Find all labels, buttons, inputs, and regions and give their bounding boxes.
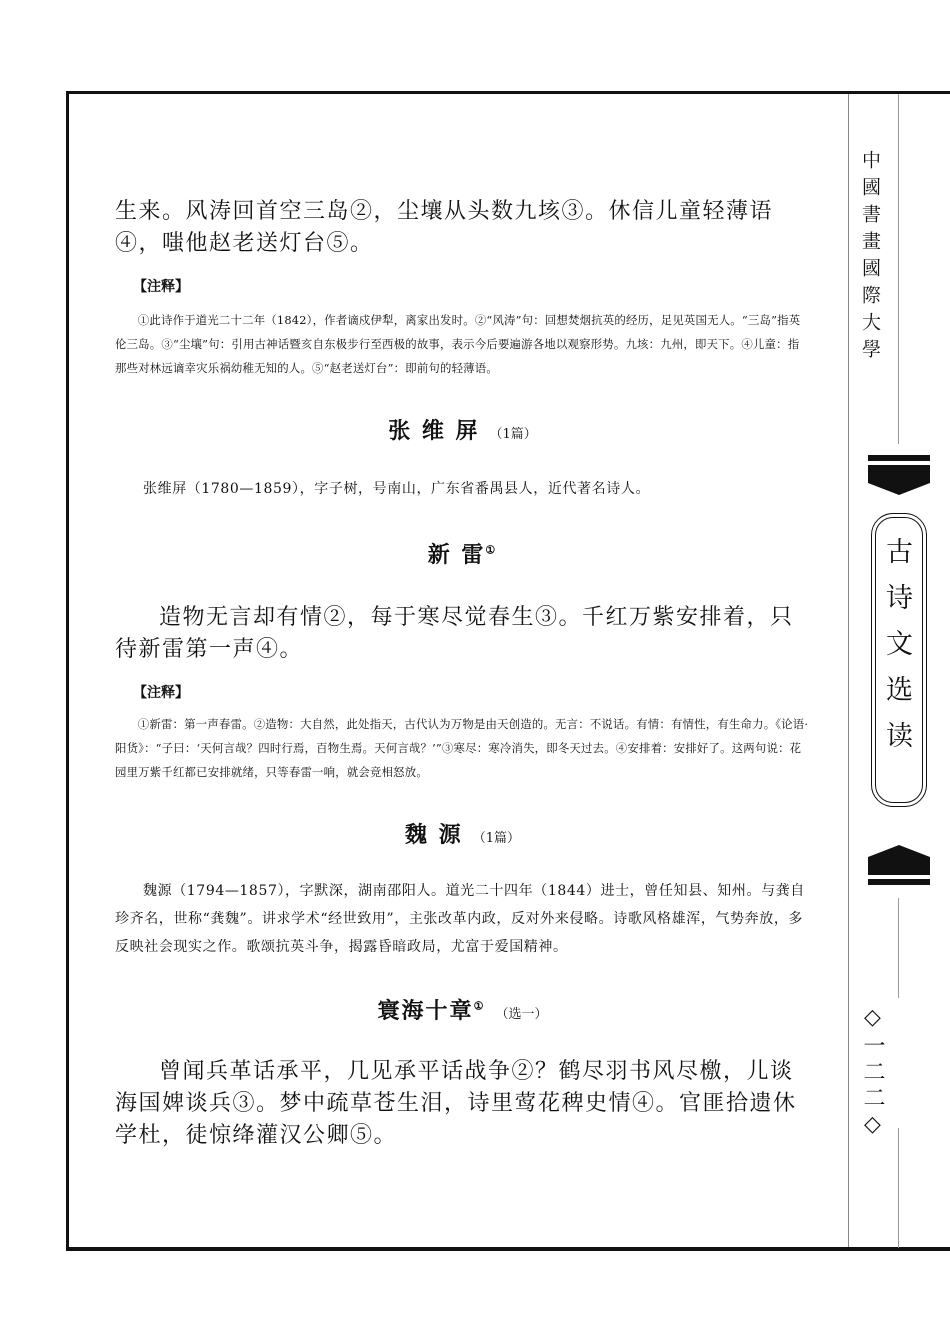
frame-right-border xyxy=(848,94,849,1248)
author-name: 张 维 屏 xyxy=(388,418,480,444)
label-bar-bottom xyxy=(868,879,930,885)
label-cap-top xyxy=(868,465,930,495)
work-count: （1篇） xyxy=(489,427,537,442)
author-name: 魏 源 xyxy=(405,822,463,848)
book-title-label xyxy=(868,455,930,885)
notes-heading: 【注释】 xyxy=(133,685,189,701)
notes-block: ①新雷：第一声春雷。②造物：大自然，此处指天，古代认为万物是由天创造的。无言：不说话。有情：有情性，有生命力。《论语·阳货》：“子曰：‘天何言哉？四时行焉，百物生焉。天何言哉？’”③寒尽：寒冷消失，即冬天过去。④安排着：安排好了。这两句说：花园里万紫千红都已安排就绪，只等春雷一响，就会竞相怒放。 xyxy=(115,717,809,779)
frame-top-border xyxy=(66,91,950,94)
poem-huanhai: 曾闻兵革话承平，几见承平话战争②？鹤尽羽书风尽檄，儿谈海国婢谈兵③。梦中疏草苍生泪，诗里莺花稗史情④。官匪拾遗休学杜，徒惊绛灌汉公卿⑤。 xyxy=(115,1059,797,1148)
footnote-marker: ① xyxy=(485,543,498,557)
footnote-marker: ① xyxy=(473,999,486,1013)
author-bio-zhang: 张维屏（1780—1859），字子树，号南山，广东省番禺县人，近代著名诗人。 xyxy=(143,481,651,497)
poem-title-xinlei xyxy=(115,538,810,569)
page-number: ◇一二二◇ xyxy=(860,1005,885,1141)
poem-subtitle: （选一） xyxy=(495,1007,548,1022)
notes-block: ①此诗作于道光二十二年（1842），作者谪戍伊犁，离家出发时。②“风涛”句：回想焚烟抗英的经历，足见英国无人。“三岛”指英伦三岛。③“尘壤”句：引用古神话暨亥自东极步行至西极的故事，表示今后要遍游各地以观察形势。九垓：九州，即天下。④儿童：指那些对林远谪幸灾乐祸幼稚无知的人。⑤“赵老送灯台”：即前句的轻薄语。 xyxy=(115,313,801,375)
author-heading-zhang xyxy=(115,414,810,445)
poem-continuation: 生来。风涛回首空三岛②，尘壤从头数九垓③。休信儿童轻薄语④，嗤他赵老送灯台⑤。 xyxy=(115,199,774,256)
publisher-name: 中國書畫國際大學 xyxy=(859,150,881,366)
notes-heading: 【注释】 xyxy=(133,279,189,295)
sidebar-divider xyxy=(898,1128,899,1248)
poem-xinlei: 造物无言却有情②，每于寒尽觉春生③。千红万紫安排着，只待新雷第一声④。 xyxy=(115,605,794,662)
sidebar-divider xyxy=(898,898,899,998)
book-title: 古诗文选读 xyxy=(881,537,912,767)
sidebar-divider xyxy=(898,94,899,444)
label-bar-top xyxy=(868,455,930,461)
poem-title: 新 雷 xyxy=(427,542,486,568)
poem-title: 寰海十章 xyxy=(377,998,474,1024)
frame-bottom-border xyxy=(66,1247,950,1251)
author-bio-wei: 魏源（1794—1857），字默深，湖南邵阳人。道光二十四年（1844）进士，曾任知县、知州。与龚自珍齐名，世称“龚魏”。讲求学术“经世致用”，主张改革内政，反对外来侵略。诗歌风格雄浑，气势奔放，多反映社会现实之作。歌颂抗英斗争，揭露昏暗政局，尤富于爱国精神。 xyxy=(115,883,805,955)
work-count: （1篇） xyxy=(472,831,520,846)
author-heading-wei xyxy=(115,818,810,849)
label-cap-bottom xyxy=(868,845,930,875)
frame-left-border xyxy=(66,91,69,1251)
poem-title-huanhai xyxy=(115,994,810,1025)
